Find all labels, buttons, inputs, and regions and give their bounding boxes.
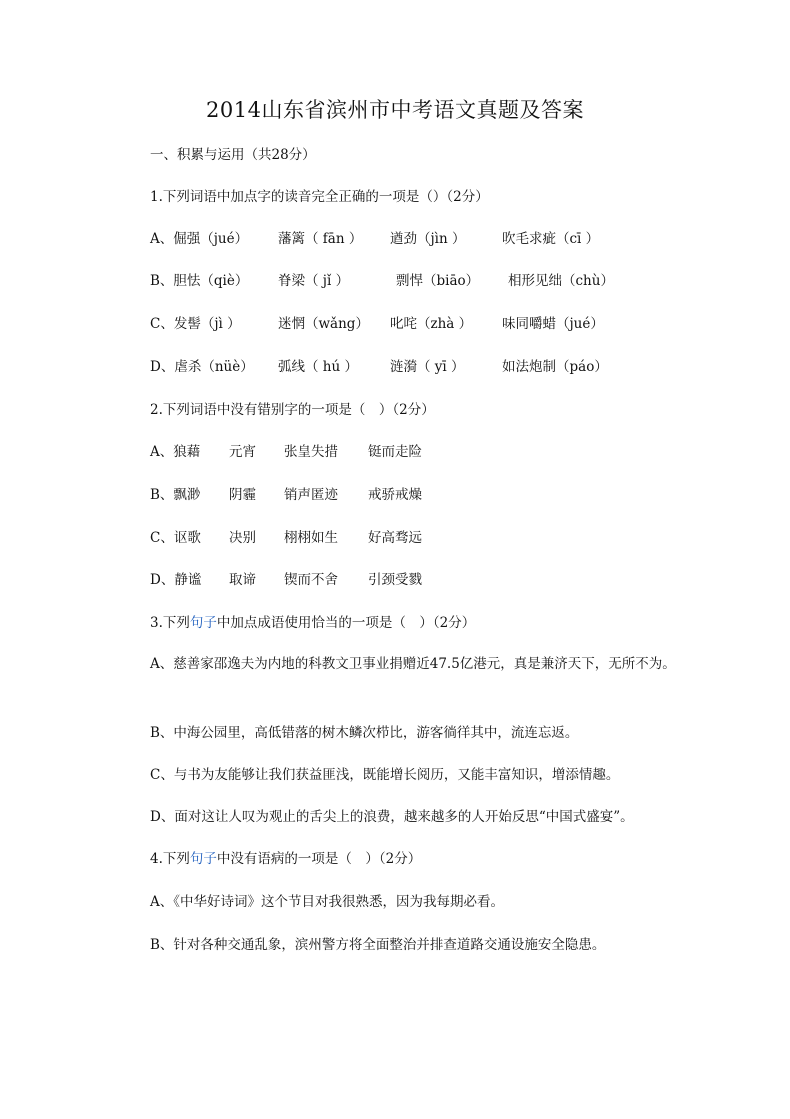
question-3-option-c: C、与书为友能够让我们获益匪浅，既能增长阅历，又能丰富知识，增添情趣。 (150, 767, 620, 783)
option-cell: 锲而不舍 (284, 572, 338, 588)
option-cell: A、狼藉 (150, 444, 201, 460)
option-cell: 涟漪（ yī ） (390, 359, 465, 375)
option-cell: 元宵 (229, 444, 256, 460)
option-cell: B、胆怯（qiè） (150, 273, 249, 289)
option-cell: C、讴歌 (150, 530, 201, 546)
page-title: 2014山东省滨州市中考语文真题及答案 (206, 98, 584, 122)
option-cell: 决别 (229, 530, 256, 546)
option-cell: 叱咤（zhà ） (390, 316, 473, 332)
option-cell: 栩栩如生 (284, 530, 338, 546)
option-cell: 相形见绌（chù） (508, 273, 614, 289)
stem-suffix: 中没有语病的一项是（ ）（2分） (216, 851, 422, 867)
option-cell: 销声匿迹 (284, 487, 338, 503)
option-cell: 引颈受戮 (368, 572, 422, 588)
option-cell: 弧线（ hú ） (278, 359, 358, 375)
stem-prefix: 4.下列 (150, 851, 190, 867)
option-cell: 如法炮制（páo） (502, 359, 608, 375)
question-3-option-d: D、面对这让人叹为观止的舌尖上的浪费，越来越多的人开始反思“中国式盛宴”。 (150, 809, 634, 825)
option-cell: 遒劲（jìn ） (390, 231, 466, 247)
question-4-option-a: A、《中华好诗词》这个节目对我很熟悉，因为我每期必看。 (150, 894, 504, 910)
section-heading: 一、积累与运用（共28分） (150, 147, 316, 163)
option-cell: 阴霾 (229, 487, 256, 503)
question-3-option-a: A、慈善家邵逸夫为内地的科教文卫事业捐赠近47.5亿港元，真是兼济天下，无所不为。 (150, 656, 676, 672)
option-cell: B、飘渺 (150, 487, 201, 503)
option-cell: 好高骛远 (368, 530, 422, 546)
question-4-option-b: B、针对各种交通乱象，滨州警方将全面整治并排查道路交通设施安全隐患。 (150, 937, 606, 953)
option-cell: 脊梁（ jǐ ） (278, 273, 350, 289)
question-1-stem: 1.下列词语中加点字的读音完全正确的一项是（）（2分） (150, 189, 489, 205)
option-cell: 吹毛求疵（cī ） (502, 231, 600, 247)
option-cell: 铤而走险 (368, 444, 422, 460)
option-cell: 剽悍（biāo） (396, 273, 480, 289)
option-cell: 张皇失措 (284, 444, 338, 460)
question-3-option-b: B、中海公园里，高低错落的树木鳞次栉比，游客徜徉其中，流连忘返。 (150, 725, 579, 741)
option-cell: 戒骄戒燥 (368, 487, 422, 503)
option-cell: A、倔强（jué） (150, 231, 249, 247)
question-3-stem (150, 614, 475, 632)
option-cell: C、发髻（jì ） (150, 316, 241, 332)
option-cell: 味同嚼蜡（jué） (502, 316, 604, 332)
option-cell: 迷惘（wǎng） (278, 316, 369, 332)
stem-prefix: 3.下列 (150, 615, 190, 631)
option-cell: D、静谧 (150, 572, 202, 588)
question-4-stem (150, 850, 421, 868)
option-cell: 取谛 (229, 572, 256, 588)
option-cell: D、虐杀（nüè） (150, 359, 254, 375)
sentence-link[interactable]: 句子 (189, 615, 217, 631)
option-cell: 藩篱（ fān ） (278, 231, 363, 247)
sentence-link[interactable]: 句子 (189, 851, 217, 867)
question-2-stem: 2.下列词语中没有错别字的一项是（ ）（2分） (150, 402, 435, 418)
stem-suffix: 中加点成语使用恰当的一项是（ ）（2分） (216, 615, 476, 631)
